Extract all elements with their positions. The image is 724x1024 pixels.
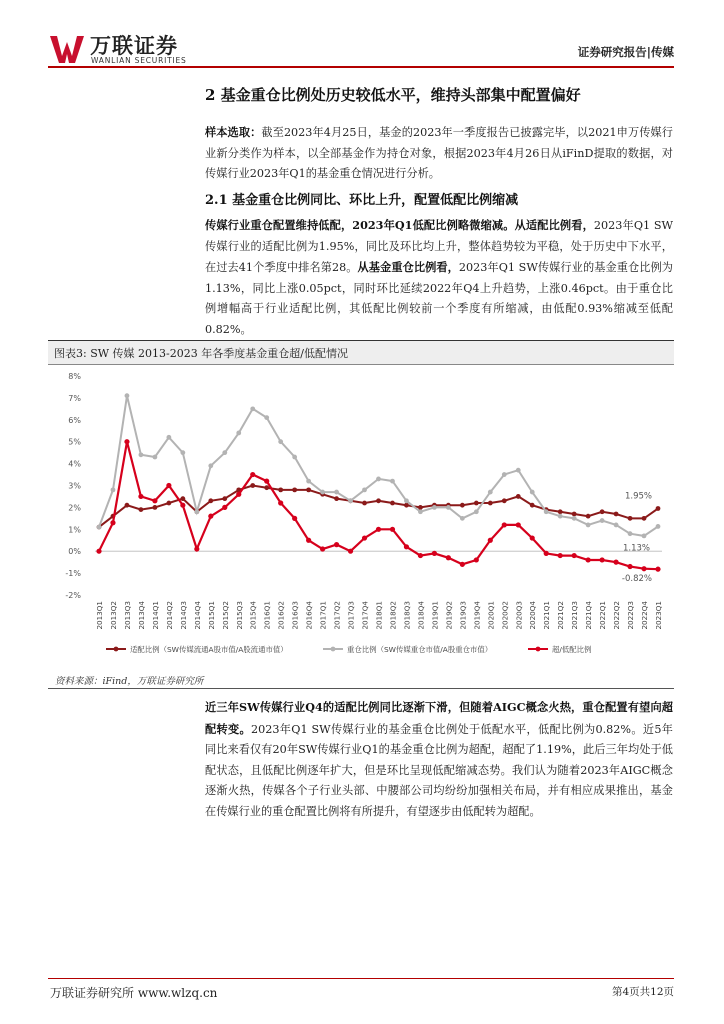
x-tick-label: 2014Q4 bbox=[192, 601, 202, 630]
y-tick-label: -1% bbox=[65, 569, 81, 579]
x-tick-label: 2015Q3 bbox=[234, 601, 244, 630]
x-tick-label: 2015Q4 bbox=[248, 601, 258, 630]
subsection-title: 2.1 基金重仓比例同比、环比上升，配置低配比例缩减 bbox=[205, 193, 519, 208]
data-point bbox=[292, 516, 297, 521]
data-point bbox=[292, 455, 297, 460]
data-point bbox=[586, 557, 591, 562]
brand-logo-icon bbox=[50, 34, 84, 64]
data-point bbox=[96, 549, 101, 554]
p1-bold-adapt: 从适配比例看， bbox=[514, 218, 594, 232]
data-point bbox=[236, 431, 241, 436]
data-point bbox=[460, 516, 465, 521]
x-tick-label: 2014Q3 bbox=[178, 601, 188, 630]
p1-bold-lead: 传媒行业重仓配置维持低配，2023年Q1低配比例略微缩减。 bbox=[205, 218, 515, 232]
brand-name-cn: 万联证券 bbox=[90, 34, 178, 58]
data-point bbox=[153, 455, 158, 460]
data-point bbox=[222, 496, 227, 501]
x-tick-label: 2014Q1 bbox=[150, 601, 160, 630]
data-point bbox=[376, 477, 381, 482]
legend-marker bbox=[331, 647, 336, 652]
header-divider bbox=[48, 66, 674, 68]
data-point bbox=[614, 512, 619, 517]
data-point bbox=[97, 525, 102, 530]
x-tick-label: 2015Q1 bbox=[206, 601, 216, 630]
data-point bbox=[572, 516, 577, 521]
data-point bbox=[572, 553, 577, 558]
x-tick-label: 2019Q2 bbox=[444, 601, 454, 630]
x-tick-label: 2020Q1 bbox=[486, 601, 496, 630]
data-point bbox=[166, 501, 171, 506]
data-point bbox=[600, 509, 605, 514]
x-tick-label: 2016Q4 bbox=[304, 601, 314, 630]
allocation-line-chart bbox=[48, 366, 674, 666]
data-point bbox=[376, 527, 381, 532]
data-point bbox=[208, 498, 213, 503]
data-point bbox=[530, 535, 535, 540]
x-tick-label: 2021Q2 bbox=[556, 601, 566, 630]
data-point bbox=[530, 503, 535, 508]
section-title: 2 基金重仓比例处历史较低水平，维持头部集中配置偏好 bbox=[205, 86, 581, 104]
x-tick-label: 2022Q2 bbox=[612, 601, 622, 630]
x-tick-label: 2013Q2 bbox=[108, 601, 118, 630]
data-point bbox=[614, 523, 619, 528]
legend-marker bbox=[114, 647, 119, 652]
data-point bbox=[488, 490, 493, 495]
x-tick-label: 2020Q4 bbox=[528, 601, 538, 630]
data-point bbox=[418, 505, 423, 510]
data-point bbox=[627, 564, 632, 569]
data-point bbox=[376, 498, 381, 503]
data-point bbox=[362, 535, 367, 540]
data-point bbox=[418, 553, 423, 558]
data-point bbox=[110, 520, 115, 525]
data-point bbox=[334, 542, 339, 547]
data-point bbox=[152, 498, 157, 503]
y-tick-label: 2% bbox=[68, 503, 81, 513]
data-point bbox=[139, 507, 144, 512]
data-point bbox=[474, 501, 479, 506]
data-label: 1.95% bbox=[624, 491, 652, 502]
data-point bbox=[502, 498, 507, 503]
x-tick-label: 2018Q2 bbox=[388, 601, 398, 630]
footer-divider bbox=[48, 978, 674, 979]
data-point bbox=[460, 562, 465, 567]
data-point bbox=[139, 452, 144, 457]
brand-name-en: WANLIAN SECURITIES bbox=[91, 56, 187, 65]
data-label: -0.82% bbox=[621, 574, 652, 585]
x-tick-label: 2017Q2 bbox=[332, 601, 342, 630]
y-tick-label: 4% bbox=[68, 459, 81, 469]
data-point bbox=[418, 509, 423, 514]
data-point bbox=[348, 498, 353, 503]
x-tick-label: 2017Q4 bbox=[360, 601, 370, 630]
data-point bbox=[348, 549, 353, 554]
data-point bbox=[278, 500, 283, 505]
data-point bbox=[222, 505, 227, 510]
data-point bbox=[124, 439, 129, 444]
data-point bbox=[250, 406, 255, 411]
data-point bbox=[502, 522, 507, 527]
y-tick-label: 5% bbox=[68, 437, 81, 447]
data-point bbox=[390, 501, 395, 506]
p1-bold-holding: 从基金重仓比例看， bbox=[357, 260, 459, 274]
y-tick-label: 7% bbox=[68, 393, 81, 403]
data-point bbox=[250, 483, 255, 488]
data-point bbox=[264, 479, 269, 484]
data-point bbox=[432, 551, 437, 556]
x-tick-label: 2021Q3 bbox=[570, 601, 580, 630]
conclusion-paragraph bbox=[205, 697, 673, 822]
data-point bbox=[320, 490, 325, 495]
data-point bbox=[488, 501, 493, 506]
data-point bbox=[180, 496, 185, 501]
footer-publisher: 万联证券研究所 www.wlzq.cn bbox=[50, 986, 218, 1000]
data-point bbox=[138, 494, 143, 499]
figure-bottom-rule bbox=[48, 688, 674, 689]
y-tick-label: -2% bbox=[65, 591, 81, 600]
y-tick-label: 0% bbox=[68, 547, 81, 557]
x-tick-label: 2013Q3 bbox=[122, 601, 132, 630]
analysis-paragraph bbox=[205, 215, 673, 340]
data-point bbox=[264, 485, 269, 490]
data-point bbox=[558, 514, 563, 519]
x-tick-label: 2020Q2 bbox=[500, 601, 510, 630]
x-tick-label: 2016Q1 bbox=[262, 601, 272, 630]
p1-text-holding: 2023年Q1 SW传媒行业的基金重仓比例为1.13%，同比上涨0.05pct，同时环比延续2022年Q4上升趋势，上涨0.46pct。由于重仓比例增幅高于行业适配比例，其低配比例较前一个季度有所缩减，由低配0.93%缩减至低配0.82%。 bbox=[205, 261, 673, 336]
data-point bbox=[642, 533, 647, 538]
data-point bbox=[460, 503, 465, 508]
x-tick-label: 2019Q1 bbox=[430, 601, 440, 630]
data-label: 1.13% bbox=[622, 543, 650, 554]
data-point bbox=[432, 505, 437, 510]
y-tick-label: 1% bbox=[68, 525, 81, 535]
data-point bbox=[208, 514, 213, 519]
data-point bbox=[558, 553, 563, 558]
x-tick-label: 2017Q3 bbox=[346, 601, 356, 630]
legend-label: 适配比例（SW传媒流通A股市值/A股流通市值） bbox=[130, 645, 288, 654]
data-point bbox=[264, 415, 269, 420]
data-point bbox=[278, 487, 283, 492]
figure-label: 图表3: SW 传媒 2013-2023 年各季度基金重仓超/低配情况 bbox=[54, 347, 348, 360]
data-point bbox=[474, 509, 479, 514]
x-tick-label: 2017Q1 bbox=[318, 601, 328, 630]
legend-label: 超/低配比例 bbox=[552, 645, 592, 654]
data-point bbox=[516, 494, 521, 499]
data-point bbox=[404, 498, 409, 503]
data-point bbox=[166, 435, 171, 440]
data-point bbox=[656, 524, 661, 529]
x-tick-label: 2018Q3 bbox=[402, 601, 412, 630]
data-point bbox=[194, 509, 199, 514]
data-point bbox=[334, 496, 339, 501]
x-tick-label: 2020Q3 bbox=[514, 601, 524, 630]
page-number: 第4页共12页 bbox=[611, 986, 674, 998]
p1-text-adapt: 2023年Q1 SW传媒行业的适配比例为1.95%，同比及环比均上升，整体趋势较为平稳，处于历史中下水平，在过去41个季度中排名第28。 bbox=[205, 219, 674, 274]
x-tick-label: 2019Q3 bbox=[458, 601, 468, 630]
data-point bbox=[600, 557, 605, 562]
x-tick-label: 2016Q2 bbox=[276, 601, 286, 630]
data-point bbox=[208, 463, 213, 468]
data-point bbox=[194, 546, 199, 551]
data-point bbox=[320, 546, 325, 551]
data-point bbox=[125, 393, 130, 398]
data-point bbox=[655, 567, 660, 572]
data-point bbox=[306, 538, 311, 543]
conclusion-text: 2023年Q1 SW传媒行业的基金重仓比例处于低配水平，低配比例为0.82%。近5年同比来看仅有20年SW传媒行业Q1的基金重仓比例为超配，超配了1.19%，此后三年均处于低配状态，且低配比例逐年扩大，但是环比呈现低配缩减态势。我们认为随着2023年AIGC概念逐渐火热，传媒各个子行业头部、中腰部公司均纷纷加强相关布局，并有相应成果推出，基金在传媒行业的重仓配置比例将有所提升，有望逐步由低配转为超配。 bbox=[205, 722, 673, 818]
x-tick-label: 2016Q3 bbox=[290, 601, 300, 630]
x-tick-label: 2015Q2 bbox=[220, 601, 230, 630]
data-point bbox=[628, 531, 633, 536]
figure-source: 资料来源：iFind，万联证券研究所 bbox=[55, 676, 204, 687]
intro-label: 样本选取： bbox=[205, 125, 262, 139]
x-tick-label: 2022Q3 bbox=[626, 601, 636, 630]
data-point bbox=[236, 492, 241, 497]
x-tick-label: 2021Q4 bbox=[584, 601, 594, 630]
data-point bbox=[572, 512, 577, 517]
data-point bbox=[544, 551, 549, 556]
data-point bbox=[166, 483, 171, 488]
y-tick-label: 3% bbox=[68, 481, 81, 491]
data-point bbox=[530, 490, 535, 495]
x-tick-label: 2013Q4 bbox=[136, 601, 146, 630]
x-tick-label: 2023Q1 bbox=[654, 601, 663, 630]
intro-text: 截至2023年4月25日，基金的2023年一季度报告已披露完毕，以2021申万传媒行业新分类作为样本，以全部基金作为持仓对象，根据2023年4月26日从iFinD提取的数据，对传媒行业2023年Q1的基金重仓情况进行分析。 bbox=[205, 126, 673, 180]
legend-label: 重仓比例（SW传媒重仓市值/A股重仓市值） bbox=[347, 645, 493, 654]
data-point bbox=[516, 468, 521, 473]
data-point bbox=[586, 514, 591, 519]
data-point bbox=[474, 557, 479, 562]
data-point bbox=[362, 487, 367, 492]
data-point bbox=[586, 523, 591, 528]
x-tick-label: 2021Q1 bbox=[542, 601, 552, 630]
data-point bbox=[446, 505, 451, 510]
conclusion-bold: 近三年SW传媒行业Q4的适配比例同比逐渐下滑，但随着AIGC概念火热，重仓配置有望向超配转变。 bbox=[205, 700, 673, 736]
x-tick-label: 2018Q1 bbox=[374, 601, 384, 630]
x-tick-label: 2019Q4 bbox=[472, 601, 482, 630]
x-tick-label: 2018Q4 bbox=[416, 601, 426, 630]
data-point bbox=[153, 505, 158, 510]
x-tick-label: 2014Q2 bbox=[164, 601, 174, 630]
y-tick-label: 6% bbox=[68, 415, 81, 425]
data-point bbox=[641, 566, 646, 571]
x-tick-label: 2022Q1 bbox=[598, 601, 608, 630]
data-point bbox=[600, 518, 605, 523]
data-point bbox=[111, 487, 116, 492]
intro-paragraph bbox=[205, 122, 673, 185]
data-point bbox=[613, 560, 618, 565]
data-point bbox=[404, 503, 409, 508]
report-type: 证券研究报告|传媒 bbox=[577, 45, 674, 59]
data-point bbox=[390, 527, 395, 532]
data-point bbox=[446, 555, 451, 560]
data-point bbox=[502, 472, 507, 477]
data-point bbox=[628, 516, 633, 521]
data-point bbox=[642, 516, 647, 521]
x-tick-label: 2022Q4 bbox=[640, 601, 650, 630]
data-point bbox=[125, 503, 130, 508]
data-point bbox=[544, 509, 549, 514]
data-point bbox=[180, 450, 185, 455]
data-point bbox=[250, 472, 255, 477]
figure-label-rule bbox=[48, 364, 674, 365]
data-point bbox=[334, 490, 339, 495]
data-point bbox=[362, 501, 367, 506]
data-point bbox=[558, 509, 563, 514]
y-tick-label: 8% bbox=[68, 372, 81, 381]
data-point bbox=[404, 544, 409, 549]
data-point bbox=[306, 487, 311, 492]
data-point bbox=[306, 479, 311, 484]
data-point bbox=[180, 503, 185, 508]
data-point bbox=[222, 450, 227, 455]
data-point bbox=[516, 522, 521, 527]
data-point bbox=[292, 487, 297, 492]
data-point bbox=[488, 538, 493, 543]
legend-marker bbox=[536, 647, 541, 652]
x-tick-label: 2013Q1 bbox=[95, 601, 104, 630]
data-point bbox=[278, 439, 283, 444]
data-point bbox=[390, 479, 395, 484]
data-point bbox=[656, 506, 661, 511]
